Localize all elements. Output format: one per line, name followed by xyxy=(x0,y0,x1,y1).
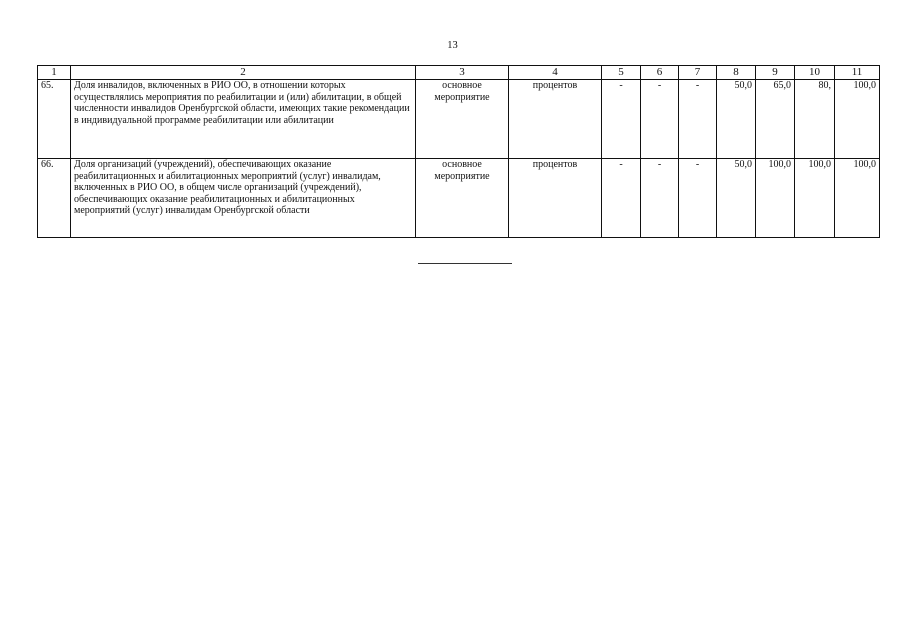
header-cell: 10 xyxy=(795,66,835,80)
value-col-10: 80, xyxy=(795,80,835,159)
table-header-row xyxy=(38,66,880,80)
header-cell: 4 xyxy=(509,66,602,80)
page-number: 13 xyxy=(447,40,458,51)
row-number: 65. xyxy=(38,80,71,159)
indicator-name: Доля инвалидов, включенных в РИО ОО, в отношении которых осуществлялись мероприятия по реабилитации и (или) абилитации, в общей численности инвалидов Оренбургской области, имеющих такие рекомендации в индивидуальной программе реабилитации или абилитации xyxy=(71,80,416,159)
header-cell: 9 xyxy=(756,66,795,80)
row-number: 66. xyxy=(38,159,71,238)
indicator-unit: процентов xyxy=(509,159,602,238)
value-col-11: 100,0 xyxy=(835,159,880,238)
header-cell: 7 xyxy=(679,66,717,80)
value-col-7: - xyxy=(679,159,717,238)
value-col-6: - xyxy=(641,159,679,238)
indicators-table xyxy=(37,65,880,238)
table-row xyxy=(38,159,880,238)
value-col-5: - xyxy=(602,159,641,238)
header-cell: 2 xyxy=(71,66,416,80)
indicator-unit: процентов xyxy=(509,80,602,159)
value-col-10: 100,0 xyxy=(795,159,835,238)
table-row xyxy=(38,80,880,159)
indicator-name: Доля организаций (учреждений), обеспечивающих оказание реабилитационных и абилитационных мероприятий (услуг) инвалидам, включенных в РИО ОО, в общем числе организаций (учреждений), обеспечивающих оказание реабилитационных и абилитационных мероприятий (услуг) инвалидам Оренбургской области xyxy=(71,159,416,238)
header-cell: 3 xyxy=(416,66,509,80)
header-cell: 8 xyxy=(717,66,756,80)
value-col-9: 100,0 xyxy=(756,159,795,238)
header-cell: 6 xyxy=(641,66,679,80)
value-col-7: - xyxy=(679,80,717,159)
indicator-type: основное мероприятие xyxy=(416,80,509,159)
value-col-8: 50,0 xyxy=(717,80,756,159)
value-col-9: 65,0 xyxy=(756,80,795,159)
header-cell: 5 xyxy=(602,66,641,80)
header-cell: 1 xyxy=(38,66,71,80)
indicator-type: основное мероприятие xyxy=(416,159,509,238)
value-col-8: 50,0 xyxy=(717,159,756,238)
value-col-6: - xyxy=(641,80,679,159)
end-of-document-rule xyxy=(418,263,512,264)
value-col-11: 100,0 xyxy=(835,80,880,159)
header-cell: 11 xyxy=(835,66,880,80)
value-col-5: - xyxy=(602,80,641,159)
